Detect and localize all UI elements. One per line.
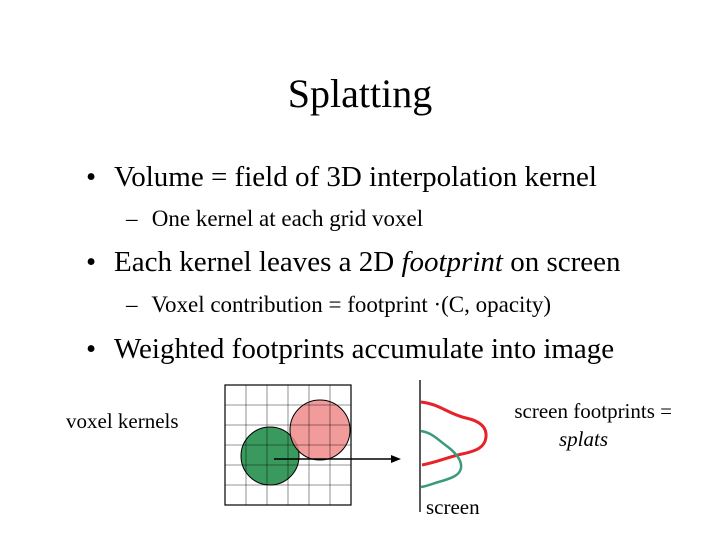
screen-label: screen xyxy=(426,495,480,519)
bullet-glyph: • xyxy=(86,161,97,193)
bullet-glyph: • xyxy=(86,246,97,278)
bullet-2-text-post: on screen xyxy=(502,246,621,278)
bullet-2-text-emphasis: footprint xyxy=(401,246,503,278)
slide-title: Splatting xyxy=(287,71,433,116)
splats-label: splats xyxy=(558,427,608,451)
bullet-2-sub-1-text: Voxel contribution = footprint ·(C, opacity) xyxy=(151,292,551,317)
bullet-1-sub-1-text: One kernel at each grid voxel xyxy=(151,206,424,231)
bullet-3-text: Weighted footprints accumulate into image xyxy=(114,333,615,365)
sub-glyph: – xyxy=(126,206,138,231)
bullet-1-text: Volume = field of 3D interpolation kernel xyxy=(114,161,597,193)
red-voxel-kernel xyxy=(290,400,350,460)
projection-arrow-head xyxy=(391,455,401,463)
screen-footprints-label: screen footprints = xyxy=(514,399,672,423)
sub-glyph: – xyxy=(126,292,138,317)
bullet-glyph: • xyxy=(86,333,97,365)
voxel-kernels-label: voxel kernels xyxy=(66,409,179,433)
bullet-2-text-pre: Each kernel leaves a 2D xyxy=(114,246,402,278)
